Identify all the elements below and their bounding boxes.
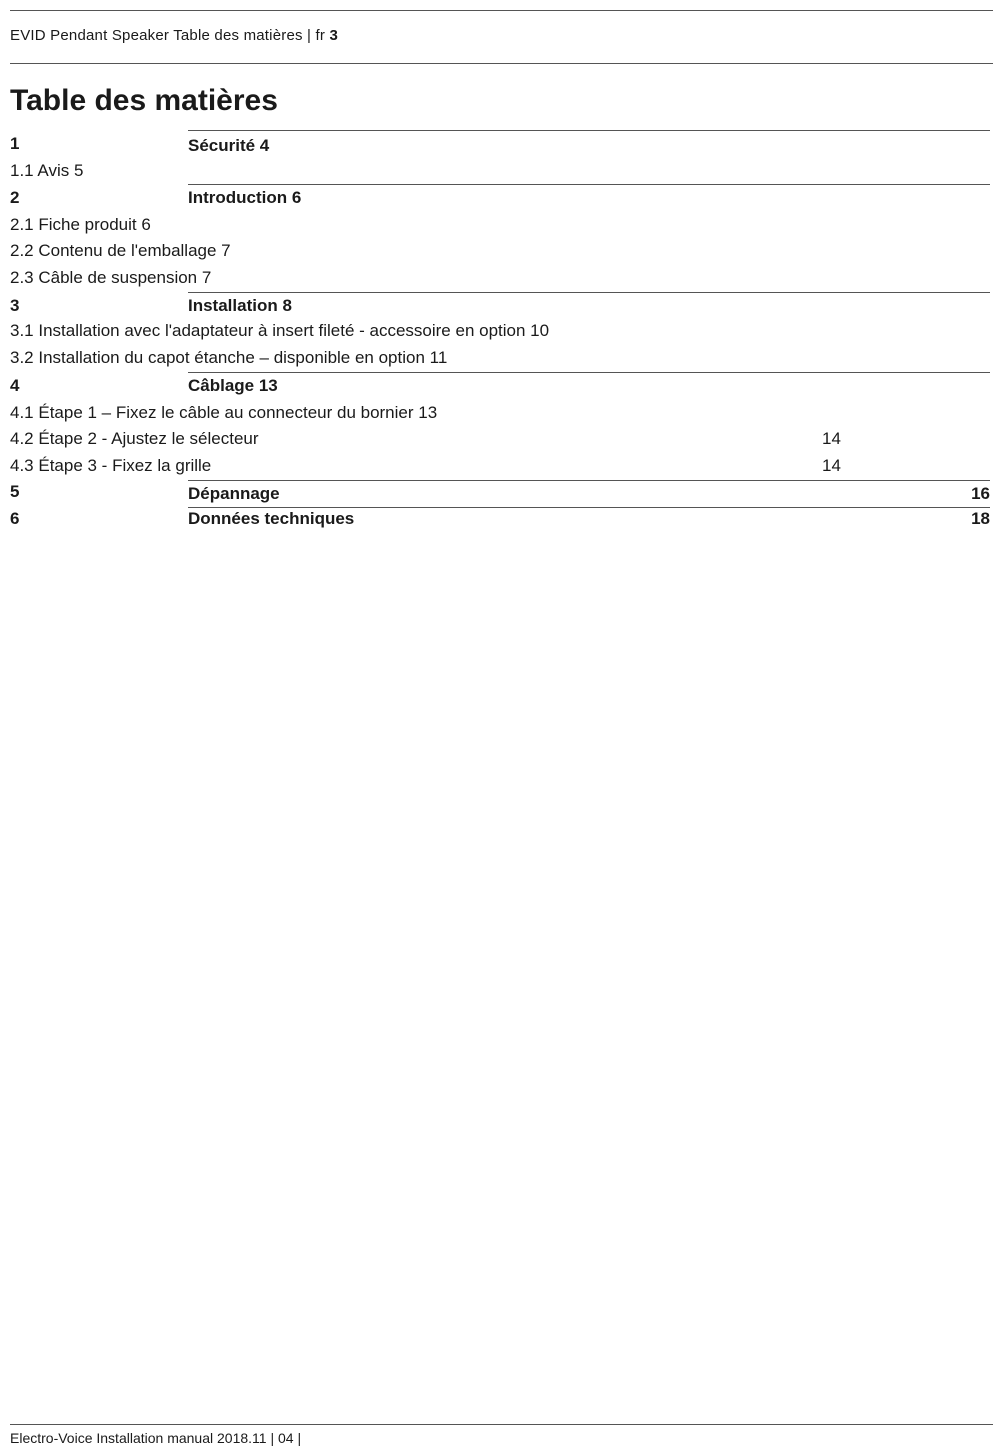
toc-chapter-4-title[interactable]: Câblage 13 [188, 376, 278, 395]
toc-chapter-6-title[interactable]: Données techniques [188, 509, 355, 528]
toc-section-2-2[interactable]: 2.2 Contenu de l'emballage 7 [10, 241, 231, 260]
toc-chapter-2-title[interactable]: Introduction 6 [188, 188, 302, 207]
header-top-rule [10, 10, 993, 11]
toc-chapter-6-page[interactable]: 18 [971, 509, 990, 528]
toc-chapter-5-number[interactable]: 5 [10, 482, 20, 501]
toc-section-4-1[interactable]: 4.1 Étape 1 – Fixez le câble au connecteur du bornier 13 [10, 403, 438, 422]
running-header-text: EVID Pendant Speaker Table des matières | fr [10, 27, 326, 44]
toc-rule-ch2 [188, 184, 990, 185]
toc-chapter-5-title[interactable]: Dépannage [188, 484, 280, 503]
running-footer: Electro-Voice Installation manual 2018.11 | 04 | [10, 1430, 302, 1446]
toc-section-4-3-page[interactable]: 14 [822, 456, 841, 475]
page-title: Table des matières [10, 84, 278, 117]
toc-chapter-1-title[interactable]: Sécurité 4 [188, 136, 270, 155]
toc-chapter-2-number[interactable]: 2 [10, 188, 20, 207]
toc-section-1-1[interactable]: 1.1 Avis 5 [10, 161, 84, 180]
toc-section-2-3[interactable]: 2.3 Câble de suspension 7 [10, 268, 212, 287]
running-header [10, 27, 338, 44]
toc-rule-ch6 [188, 507, 990, 508]
toc-chapter-3-title[interactable]: Installation 8 [188, 296, 292, 315]
header-bottom-rule [10, 63, 993, 64]
page-number: 3 [329, 27, 339, 44]
toc-rule-ch3 [188, 292, 990, 293]
footer-rule [10, 1424, 993, 1425]
toc-section-3-2[interactable]: 3.2 Installation du capot étanche – disponible en option 11 [10, 348, 448, 367]
toc-chapter-3-number[interactable]: 3 [10, 296, 20, 315]
toc-chapter-4-number[interactable]: 4 [10, 376, 20, 395]
toc-section-4-2-title[interactable]: 4.2 Étape 2 - Ajustez le sélecteur [10, 429, 259, 448]
toc-rule-ch1 [188, 130, 990, 131]
toc-section-4-2-page[interactable]: 14 [822, 429, 841, 448]
toc-chapter-5-page[interactable]: 16 [971, 484, 990, 503]
toc-rule-ch5 [188, 480, 990, 481]
toc-section-4-3-title[interactable]: 4.3 Étape 3 - Fixez la grille [10, 456, 212, 475]
toc-chapter-6-number[interactable]: 6 [10, 509, 20, 528]
toc-rule-ch4 [188, 372, 990, 373]
toc-chapter-1-number[interactable]: 1 [10, 134, 20, 153]
toc-section-2-1[interactable]: 2.1 Fiche produit 6 [10, 215, 151, 234]
toc-section-3-1[interactable]: 3.1 Installation avec l'adaptateur à insert fileté - accessoire en option 10 [10, 321, 550, 340]
